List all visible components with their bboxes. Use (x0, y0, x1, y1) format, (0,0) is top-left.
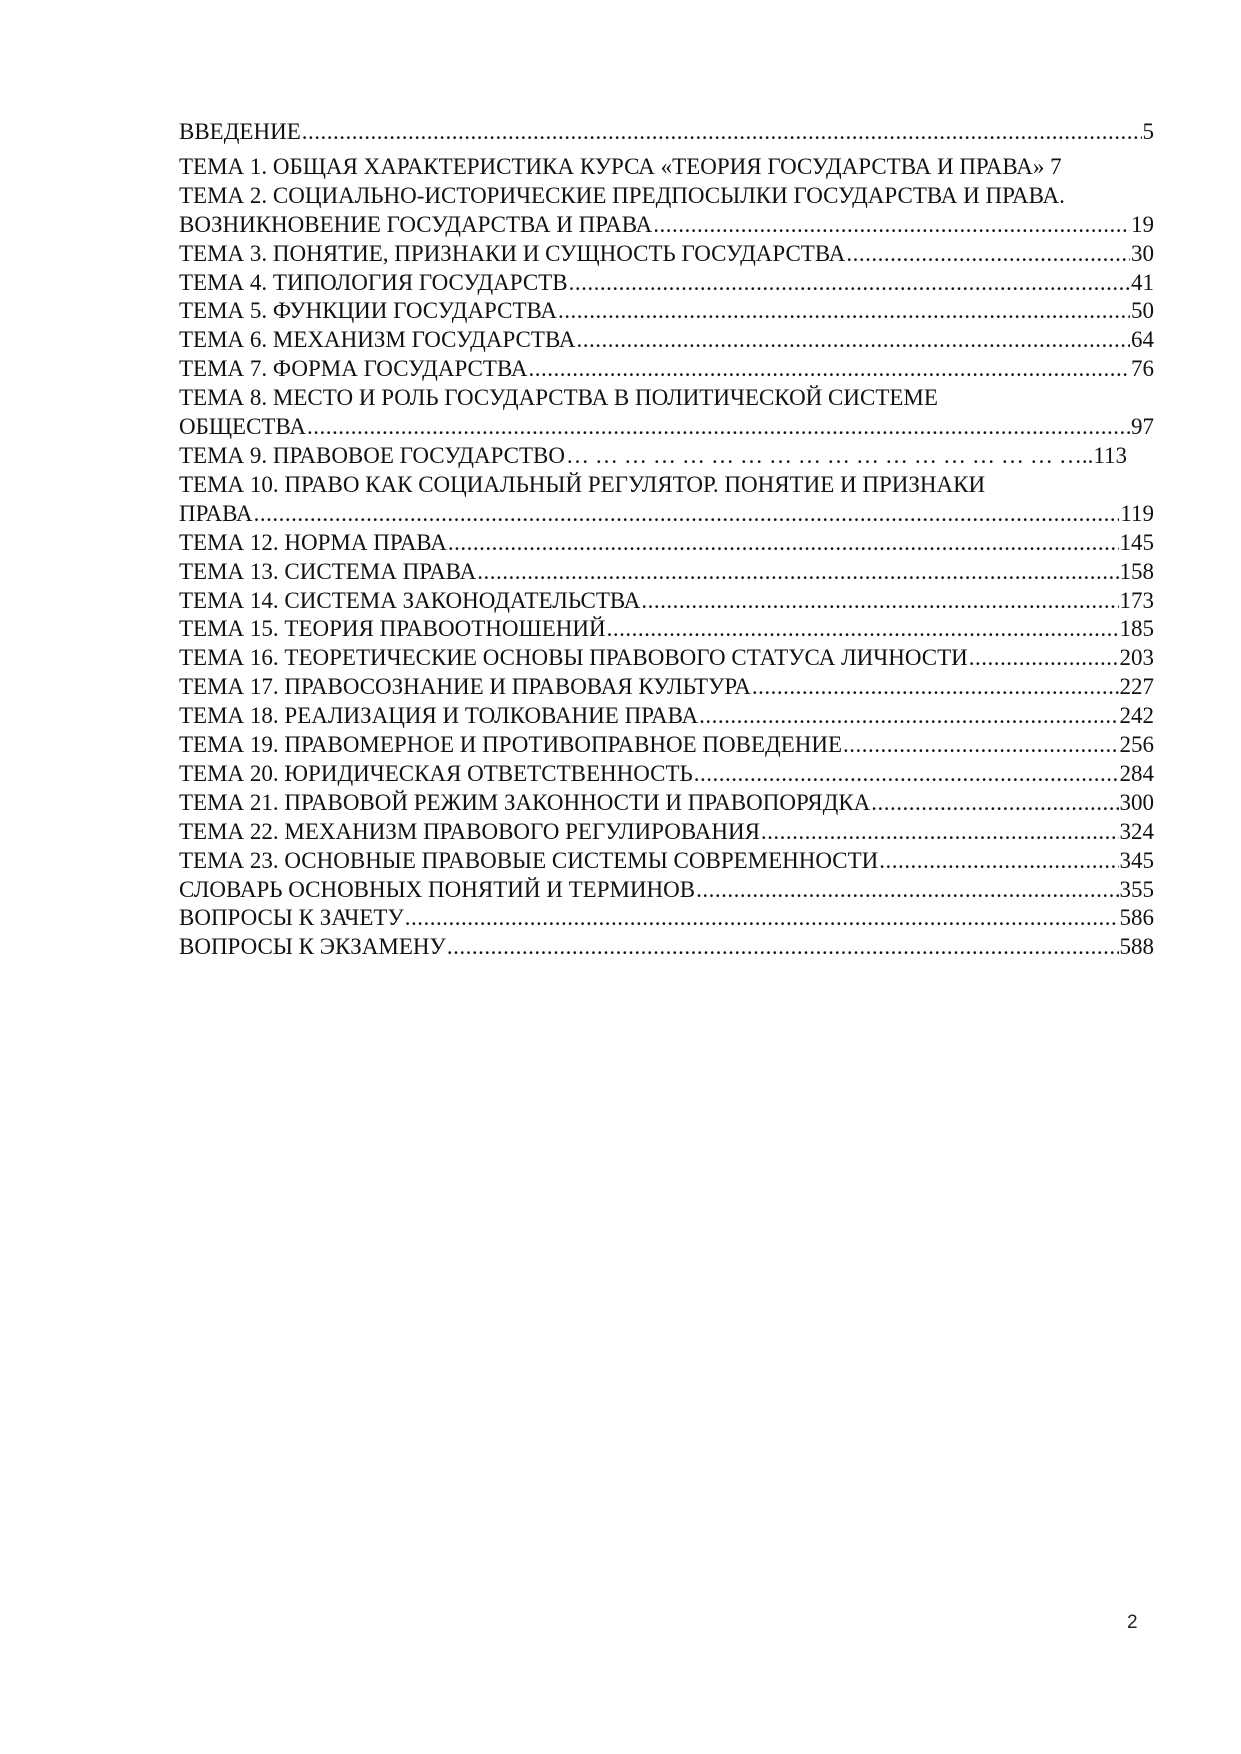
toc-entry-title: ТЕМА 23. ОСНОВНЫЕ ПРАВОВЫЕ СИСТЕМЫ СОВРЕМЕННОСТИ (179, 847, 879, 873)
toc-leader-dots (969, 644, 1119, 673)
toc-entry-page: 19 (1131, 211, 1154, 237)
toc-entry-page: 284 (1119, 760, 1154, 786)
toc-entry-topic-8[interactable] (179, 384, 1154, 442)
toc-entry-topic-23[interactable] (179, 847, 1154, 876)
toc-leader-dots (447, 933, 1119, 962)
toc-leader-dots (254, 500, 1120, 529)
toc-entry-topic-4[interactable] (179, 269, 1154, 298)
toc-entry-title: ТЕМА 12. НОРМА ПРАВА (179, 529, 447, 555)
toc-entry-page: 185 (1119, 616, 1154, 642)
toc-entry-page: 5 (1142, 119, 1154, 144)
toc-leader-dots (405, 904, 1119, 933)
toc-entry-topic-21[interactable] (179, 789, 1154, 818)
toc-entry-topic-2[interactable] (179, 182, 1154, 240)
toc-entry-title: ТЕМА 14. СИСТЕМА ЗАКОНОДАТЕЛЬСТВА (179, 587, 641, 613)
toc-entry-title: ТЕМА 9. ПРАВОВОЕ ГОСУДАРСТВО (179, 442, 566, 468)
toc-entry-title-line-1: ТЕМА 10. ПРАВО КАК СОЦИАЛЬНЫЙ РЕГУЛЯТОР. ПОНЯТИЕ И ПРИЗНАКИ (179, 471, 986, 497)
toc-entry-page: 30 (1131, 240, 1154, 266)
toc-leader-dots (607, 615, 1119, 644)
toc-entry-topic-20[interactable] (179, 760, 1154, 789)
toc-entry-topic-3[interactable] (179, 240, 1154, 269)
toc-entry-glossary[interactable] (179, 876, 1154, 905)
toc-entry-page: ..113 (1081, 442, 1127, 468)
toc-entry-title: ТЕМА 4. ТИПОЛОГИЯ ГОСУДАРСТВ (179, 269, 568, 295)
table-of-contents (179, 118, 1154, 962)
toc-entry-page: 586 (1119, 905, 1154, 931)
toc-entry-title: ТЕМА 18. РЕАЛИЗАЦИЯ И ТОЛКОВАНИЕ ПРАВА (179, 703, 699, 729)
toc-entry-title: ТЕМА 16. ТЕОРЕТИЧЕСКИЕ ОСНОВЫ ПРАВОВОГО СТАТУСА ЛИЧНОСТИ (179, 645, 968, 671)
toc-leader-dots (752, 673, 1119, 702)
toc-entry-title: СЛОВАРЬ ОСНОВНЫХ ПОНЯТИЙ И ТЕРМИНОВ (179, 876, 696, 902)
toc-entry-page: 119 (1120, 500, 1154, 526)
toc-entry-topic-17[interactable] (179, 673, 1154, 702)
toc-leader-dots (307, 413, 1130, 442)
toc-entry-title: ТЕМА 20. ЮРИДИЧЕСКАЯ ОТВЕТСТВЕННОСТЬ (179, 760, 693, 786)
toc-leader-dots (696, 876, 1118, 905)
toc-leader-dots (477, 558, 1118, 587)
toc-entry-exam-questions[interactable] (179, 933, 1154, 962)
toc-entry-page: 203 (1119, 645, 1154, 671)
toc-leader-dots (558, 297, 1130, 326)
toc-leader-dots (641, 587, 1118, 616)
toc-entry-topic-19[interactable] (179, 731, 1154, 760)
toc-entry-title: ТЕМА 21. ПРАВОВОЙ РЕЖИМ ЗАКОННОСТИ И ПРАВОПОРЯДКА (179, 789, 871, 815)
toc-entry-topic-16[interactable] (179, 644, 1154, 673)
toc-entry-page: 145 (1119, 529, 1154, 555)
page-number: 2 (1127, 1612, 1138, 1633)
toc-leader-dots (846, 240, 1130, 269)
toc-entry-topic-7[interactable] (179, 355, 1154, 384)
toc-entry-title: ОБЩЕСТВА (179, 414, 306, 440)
toc-entry-title: ТЕМА 3. ПОНЯТИЕ, ПРИЗНАКИ И СУЩНОСТЬ ГОСУДАРСТВА (179, 240, 846, 266)
toc-entry-page: 355 (1119, 876, 1154, 902)
toc-entry-title: ТЕМА 6. МЕХАНИЗМ ГОСУДАРСТВА (179, 327, 576, 353)
toc-entry-title: ВОЗНИКНОВЕНИЕ ГОСУДАРСТВА И ПРАВА (179, 211, 653, 237)
toc-entry-title: ТЕМА 22. МЕХАНИЗМ ПРАВОВОГО РЕГУЛИРОВАНИЯ (179, 818, 760, 844)
toc-entry-page: 97 (1131, 414, 1154, 440)
toc-entry-credit-questions[interactable] (179, 904, 1154, 933)
toc-leader-dots (699, 702, 1118, 731)
toc-entry-title: ТЕМА 15. ТЕОРИЯ ПРАВООТНОШЕНИЙ (179, 616, 606, 642)
toc-entry-page: 173 (1119, 587, 1154, 613)
toc-leader-dots (448, 529, 1119, 558)
toc-entry-title: ТЕМА 5. ФУНКЦИИ ГОСУДАРСТВА (179, 298, 558, 324)
toc-entry-title: ВВЕДЕНИЕ (179, 119, 301, 144)
toc-leader-dots (566, 442, 1081, 471)
toc-entry-topic-10[interactable] (179, 471, 1154, 529)
toc-entry-title: ТЕМА 17. ПРАВОСОЗНАНИЕ И ПРАВОВАЯ КУЛЬТУРА (179, 674, 751, 700)
toc-entry-title: ТЕМА 7. ФОРМА ГОСУДАРСТВА (179, 356, 528, 382)
toc-entry-title: ТЕМА 19. ПРАВОМЕРНОЕ И ПРОТИВОПРАВНОЕ ПОВЕДЕНИЕ (179, 732, 843, 758)
toc-leader-dots (694, 760, 1119, 789)
toc-entry-topic-5[interactable] (179, 297, 1154, 326)
toc-entry-page: 76 (1131, 356, 1154, 382)
toc-entry-topic-14[interactable] (179, 587, 1154, 616)
toc-entry-introduction[interactable] (179, 118, 1154, 147)
toc-entry-page: 227 (1119, 674, 1154, 700)
toc-entry-title: ТЕМА 1. ОБЩАЯ ХАРАКТЕРИСТИКА КУРСА «ТЕОРИЯ ГОСУДАРСТВА И ПРАВА» 7 (179, 153, 1062, 179)
toc-entry-page: 242 (1119, 703, 1154, 729)
toc-entry-title-line-1: ТЕМА 8. МЕСТО И РОЛЬ ГОСУДАРСТВА В ПОЛИТИЧЕСКОЙ СИСТЕМЕ (179, 385, 938, 411)
toc-entry-topic-15[interactable] (179, 615, 1154, 644)
toc-entry-page: 588 (1119, 934, 1154, 960)
toc-entry-topic-18[interactable] (179, 702, 1154, 731)
toc-leader-dots (879, 847, 1118, 876)
toc-entry-page: 41 (1131, 269, 1154, 295)
toc-entry-page: 300 (1119, 789, 1154, 815)
toc-entry-page: 324 (1119, 818, 1154, 844)
toc-leader-dots (843, 731, 1118, 760)
toc-entry-topic-12[interactable] (179, 529, 1154, 558)
toc-entry-page: 158 (1119, 558, 1154, 584)
toc-entry-page: 50 (1131, 298, 1154, 324)
toc-entry-page: 64 (1131, 327, 1154, 353)
toc-entry-title-line-1: ТЕМА 2. СОЦИАЛЬНО-ИСТОРИЧЕСКИЕ ПРЕДПОСЫЛКИ ГОСУДАРСТВА И ПРАВА. (179, 182, 1065, 208)
toc-leader-dots (761, 818, 1119, 847)
toc-entry-topic-13[interactable] (179, 558, 1154, 587)
toc-entry-topic-22[interactable] (179, 818, 1154, 847)
toc-entry-topic-9[interactable] (179, 442, 1127, 471)
toc-leader-dots (528, 355, 1130, 384)
toc-entry-topic-1[interactable] (179, 153, 1154, 182)
toc-entry-page: 256 (1119, 732, 1154, 758)
toc-leader-dots (569, 269, 1130, 298)
toc-entry-topic-6[interactable] (179, 326, 1154, 355)
toc-leader-dots (576, 326, 1130, 355)
toc-entry-title: ВОПРОСЫ К ЭКЗАМЕНУ (179, 934, 446, 960)
toc-leader-dots (302, 118, 1142, 147)
toc-entry-title: ТЕМА 13. СИСТЕМА ПРАВА (179, 558, 477, 584)
toc-entry-page: 345 (1119, 847, 1154, 873)
toc-entry-title: ВОПРОСЫ К ЗАЧЕТУ (179, 905, 404, 931)
toc-leader-dots (653, 211, 1130, 240)
toc-entry-title: ПРАВА (179, 500, 253, 526)
toc-leader-dots (871, 789, 1118, 818)
